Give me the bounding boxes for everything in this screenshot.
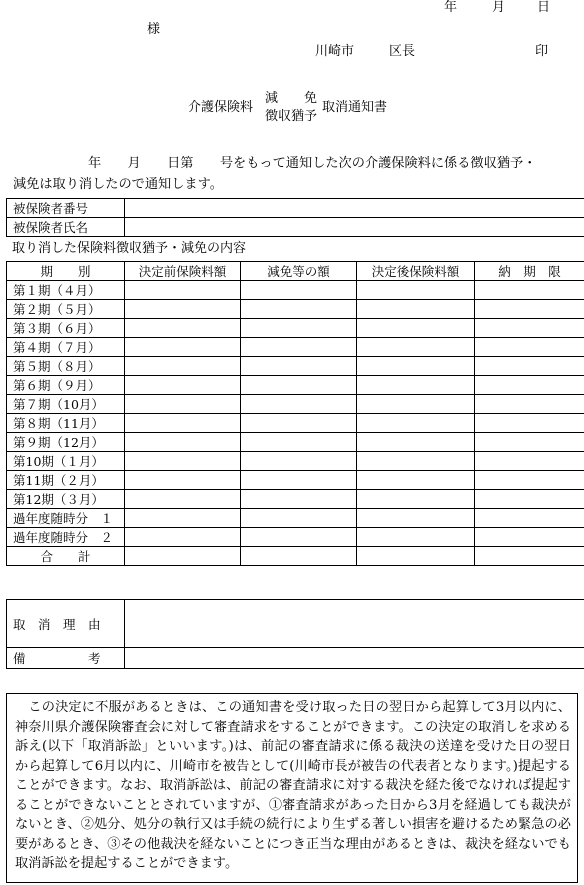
cell-reduction-amount[interactable] <box>241 357 357 376</box>
date-month: 月 <box>492 0 506 15</box>
cell-after-amount[interactable] <box>357 338 475 357</box>
cell-before-amount[interactable] <box>125 338 241 357</box>
date-day: 日 <box>537 0 551 15</box>
row-period-label: 過年度随時分 １ <box>7 509 125 528</box>
cell-reduction-amount[interactable] <box>241 395 357 414</box>
title-suffix: 取消通知書 <box>322 100 388 115</box>
cell-reduction-amount[interactable] <box>241 414 357 433</box>
cell-after-amount[interactable] <box>357 471 475 490</box>
row-period-label: 第６期（９月） <box>7 376 125 395</box>
row-period-label: 第２期（５月） <box>7 300 125 319</box>
remarks-label: 備 考 <box>7 648 125 669</box>
title-prefix: 介護保険料 <box>188 100 254 115</box>
cell-due-date[interactable] <box>475 528 584 547</box>
row-period-label: 第９期（12月） <box>7 433 125 452</box>
insured-table <box>6 198 584 237</box>
reason-value[interactable] <box>125 600 584 648</box>
cell-due-date[interactable] <box>475 338 584 357</box>
row-period-label: 第３期（６月） <box>7 319 125 338</box>
row-period-label: 第11期（２月） <box>7 471 125 490</box>
intro-line1: 年 月 日第 号をもって通知した次の介護保険料に係る徴収猶予・ <box>88 156 537 171</box>
table-row <box>7 547 584 566</box>
cell-reduction-amount[interactable] <box>241 376 357 395</box>
cell-due-date[interactable] <box>475 471 584 490</box>
table-row <box>7 319 584 338</box>
date-year: 年 <box>444 0 458 15</box>
cell-before-amount[interactable] <box>125 471 241 490</box>
cell-before-amount[interactable] <box>125 281 241 300</box>
row-period-label: 第４期（７月） <box>7 338 125 357</box>
cell-due-date[interactable] <box>475 433 584 452</box>
header-reduction-amount: 減免等の額 <box>241 262 357 281</box>
reason-table <box>6 599 584 669</box>
cell-after-amount[interactable] <box>357 490 475 509</box>
table-row <box>7 281 584 300</box>
table-row <box>7 509 584 528</box>
cell-after-amount[interactable] <box>357 414 475 433</box>
cell-after-amount[interactable] <box>357 528 475 547</box>
cell-before-amount[interactable] <box>125 357 241 376</box>
row-period-label: 第７期（10月） <box>7 395 125 414</box>
cell-after-amount[interactable] <box>357 357 475 376</box>
cell-due-date[interactable] <box>475 319 584 338</box>
insured-name-label: 被保険者氏名 <box>7 218 125 237</box>
insured-name-value[interactable] <box>125 218 584 237</box>
cell-before-amount[interactable] <box>125 376 241 395</box>
cell-before-amount[interactable] <box>125 300 241 319</box>
cell-due-date[interactable] <box>475 281 584 300</box>
cell-due-date[interactable] <box>475 547 584 566</box>
cell-due-date[interactable] <box>475 414 584 433</box>
table-row <box>7 300 584 319</box>
premium-table <box>6 261 584 566</box>
row-period-label: 第１期（４月） <box>7 281 125 300</box>
title-top: 減 免 <box>265 91 318 106</box>
header-before-amount: 決定前保険料額 <box>125 262 241 281</box>
cell-after-amount[interactable] <box>357 395 475 414</box>
cell-reduction-amount[interactable] <box>241 281 357 300</box>
table-row <box>7 528 584 547</box>
header-period: 期 別 <box>7 262 125 281</box>
row-period-label: 合 計 <box>7 547 125 566</box>
cell-due-date[interactable] <box>475 490 584 509</box>
cell-before-amount[interactable] <box>125 547 241 566</box>
table-row <box>7 357 584 376</box>
table-row <box>7 376 584 395</box>
issuer-title: 区長 <box>389 44 416 59</box>
insured-number-value[interactable] <box>125 199 584 218</box>
cell-after-amount[interactable] <box>357 547 475 566</box>
row-period-label: 第８期（11月） <box>7 414 125 433</box>
row-period-label: 第５期（８月） <box>7 357 125 376</box>
table-row <box>7 490 584 509</box>
table-caption: 取り消した保険料徴収猶予・減免の内容 <box>12 241 247 256</box>
table-row <box>7 471 584 490</box>
cell-due-date[interactable] <box>475 395 584 414</box>
cell-reduction-amount[interactable] <box>241 471 357 490</box>
remarks-value[interactable] <box>125 648 584 669</box>
table-row <box>7 338 584 357</box>
title-bottom: 徴収猶予 <box>265 109 318 124</box>
cell-reduction-amount[interactable] <box>241 319 357 338</box>
cell-before-amount[interactable] <box>125 395 241 414</box>
cell-before-amount[interactable] <box>125 509 241 528</box>
table-row <box>7 433 584 452</box>
cell-reduction-amount[interactable] <box>241 433 357 452</box>
cell-after-amount[interactable] <box>357 509 475 528</box>
intro-line2: 減免は取り消したので通知します。 <box>13 177 223 192</box>
cell-before-amount[interactable] <box>125 319 241 338</box>
cell-before-amount[interactable] <box>125 452 241 471</box>
cell-reduction-amount[interactable] <box>241 338 357 357</box>
row-period-label: 第10期（１月） <box>7 452 125 471</box>
cell-after-amount[interactable] <box>357 433 475 452</box>
issuer-city: 川崎市 <box>315 44 355 59</box>
cell-before-amount[interactable] <box>125 490 241 509</box>
seal-mark: 印 <box>535 44 549 59</box>
cell-before-amount[interactable] <box>125 528 241 547</box>
cell-after-amount[interactable] <box>357 281 475 300</box>
cell-after-amount[interactable] <box>357 376 475 395</box>
table-row <box>7 452 584 471</box>
table-row <box>7 395 584 414</box>
addressee-suffix: 様 <box>147 22 161 37</box>
cell-reduction-amount[interactable] <box>241 528 357 547</box>
cell-reduction-amount[interactable] <box>241 452 357 471</box>
cell-after-amount[interactable] <box>357 319 475 338</box>
cell-reduction-amount[interactable] <box>241 490 357 509</box>
cell-due-date[interactable] <box>475 509 584 528</box>
cell-reduction-amount[interactable] <box>241 547 357 566</box>
cell-due-date[interactable] <box>475 300 584 319</box>
table-row <box>7 414 584 433</box>
cell-due-date[interactable] <box>475 357 584 376</box>
cell-after-amount[interactable] <box>357 300 475 319</box>
cell-due-date[interactable] <box>475 452 584 471</box>
header-after-amount: 決定後保険料額 <box>357 262 475 281</box>
cell-before-amount[interactable] <box>125 433 241 452</box>
cell-reduction-amount[interactable] <box>241 300 357 319</box>
cell-due-date[interactable] <box>475 376 584 395</box>
insured-number-label: 被保険者番号 <box>7 199 125 218</box>
cell-reduction-amount[interactable] <box>241 509 357 528</box>
appeal-notice: この決定に不服があるときは、この通知書を受け取った日の翌日から起算して3月以内に、神奈川県介護保険審査会に対して審査請求をすることができます。この決定の取消しを求める訴え(以下「取消訴訟」といいます。)は、前記の審査請求に係る裁決の送達を受けた日の翌日から起算して6月以内に、川崎市を被告として(川崎市長が被告の代表者となります。)提起することができます。なお、取消訴訟は、前記の審査請求に対する裁決を経た後でなければ提起することができないこととされていますが、①審査請求があった日から3月を経過しても裁決がないとき、②処分、処分の執行又は手続の続行により生ずる著しい損害を避けるため緊急の必要があるとき、③その他裁決を経ないことにつき正当な理由があるときは、裁決を経ないでも取消訴訟を提起することができます。 <box>6 693 578 883</box>
premium-table-header <box>7 262 584 281</box>
row-period-label: 過年度随時分 ２ <box>7 528 125 547</box>
cell-before-amount[interactable] <box>125 414 241 433</box>
row-period-label: 第12期（３月） <box>7 490 125 509</box>
reason-label: 取 消 理 由 <box>7 600 125 648</box>
header-due-date: 納 期 限 <box>475 262 584 281</box>
cell-after-amount[interactable] <box>357 452 475 471</box>
